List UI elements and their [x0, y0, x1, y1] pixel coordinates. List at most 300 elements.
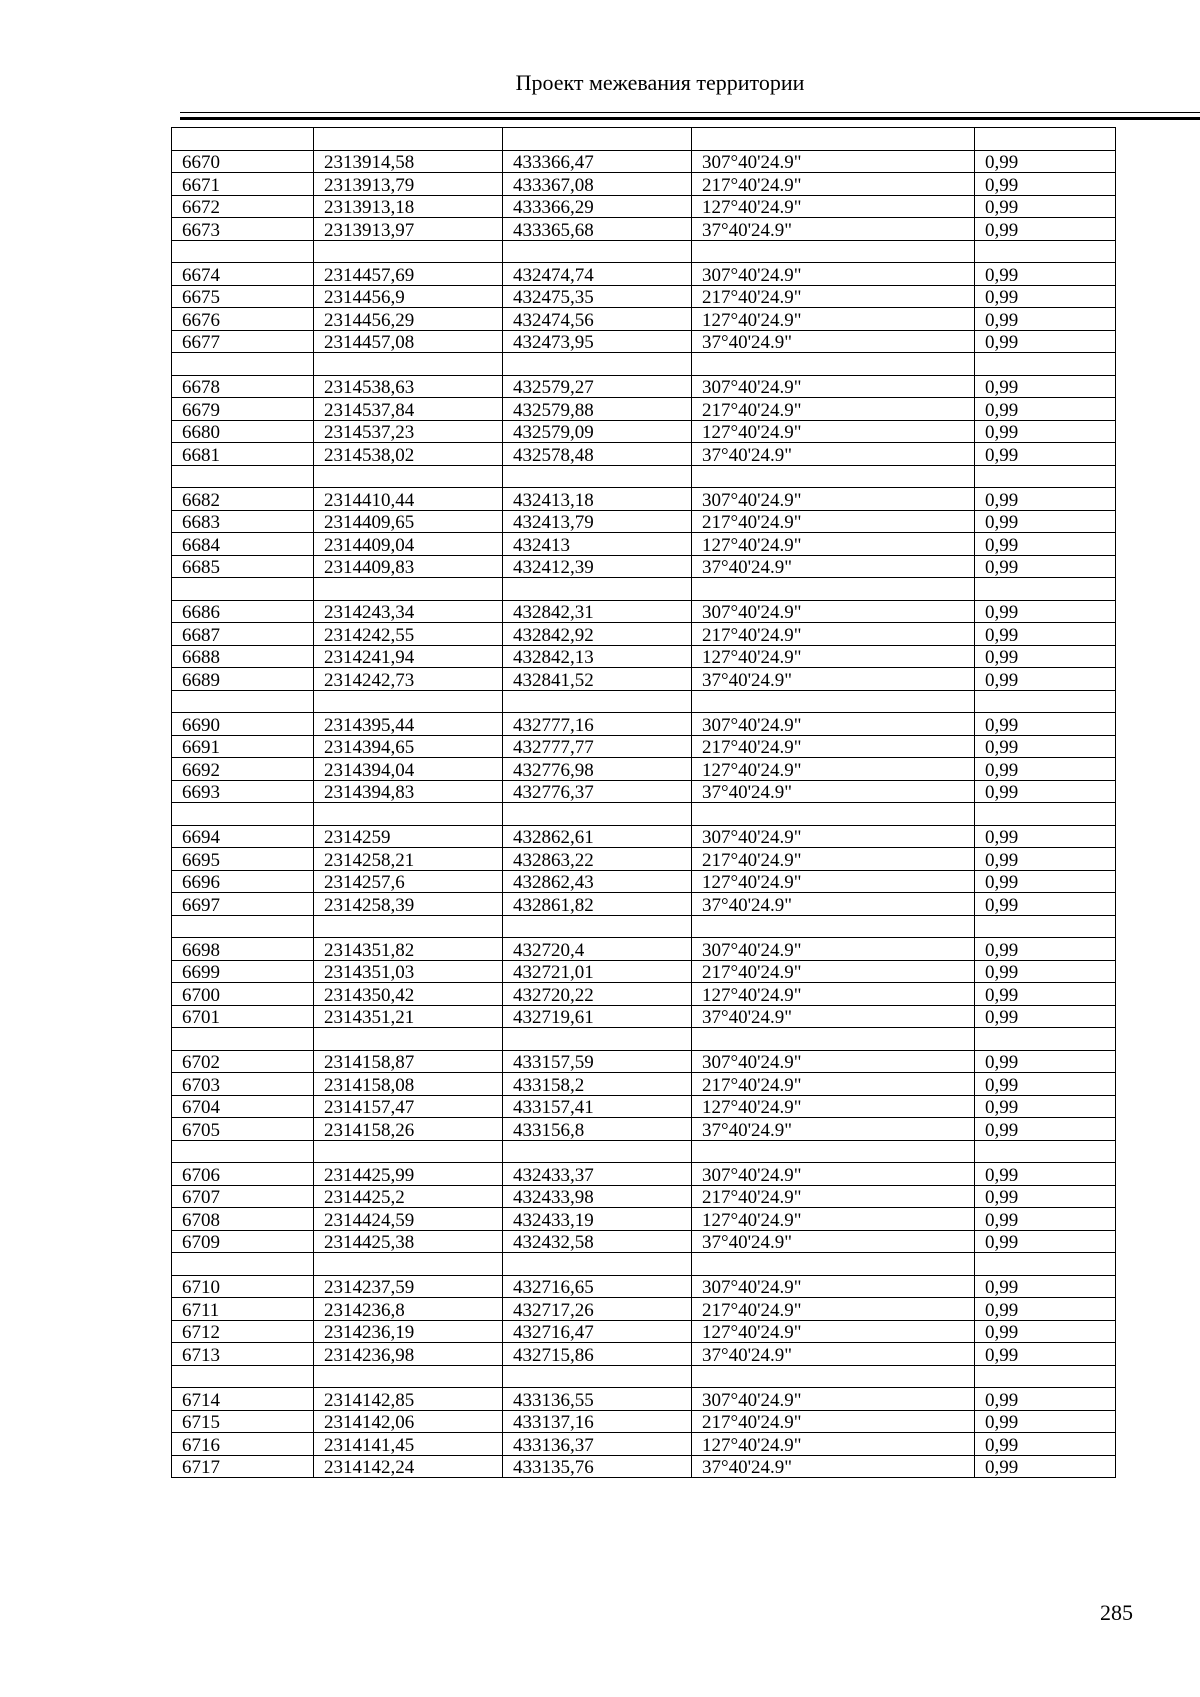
table-row: [172, 893, 1116, 916]
direction-angle-cell: 307°40'24.9": [692, 1275, 975, 1298]
direction-angle-cell: 37°40'24.9": [692, 1230, 975, 1253]
table-row: [172, 983, 1116, 1006]
point-number-cell: 6690: [172, 713, 314, 736]
y-coordinate-cell: 432473,95: [503, 330, 692, 353]
point-number-cell: 6703: [172, 1073, 314, 1096]
y-coordinate-cell: [503, 1028, 692, 1051]
point-number-cell: [172, 803, 314, 826]
distance-cell: 0,99: [975, 735, 1116, 758]
spacer-row: [172, 128, 1116, 151]
y-coordinate-cell: 432777,16: [503, 713, 692, 736]
direction-angle-cell: 307°40'24.9": [692, 263, 975, 286]
table-row: [172, 443, 1116, 466]
distance-cell: 0,99: [975, 375, 1116, 398]
direction-angle-cell: 37°40'24.9": [692, 1455, 975, 1478]
point-number-cell: [172, 690, 314, 713]
y-coordinate-cell: 432413,18: [503, 488, 692, 511]
direction-angle-cell: 217°40'24.9": [692, 848, 975, 871]
point-number-cell: 6702: [172, 1050, 314, 1073]
x-coordinate-cell: [314, 465, 503, 488]
distance-cell: 0,99: [975, 1230, 1116, 1253]
x-coordinate-cell: 2314241,94: [314, 645, 503, 668]
distance-cell: 0,99: [975, 1275, 1116, 1298]
y-coordinate-cell: 432842,92: [503, 623, 692, 646]
table-row: [172, 1298, 1116, 1321]
x-coordinate-cell: 2314158,08: [314, 1073, 503, 1096]
distance-cell: 0,99: [975, 533, 1116, 556]
y-coordinate-cell: 432412,39: [503, 555, 692, 578]
table-row: [172, 825, 1116, 848]
direction-angle-cell: [692, 353, 975, 376]
x-coordinate-cell: 2314395,44: [314, 713, 503, 736]
x-coordinate-cell: 2314538,02: [314, 443, 503, 466]
y-coordinate-cell: 432433,19: [503, 1208, 692, 1231]
point-number-cell: 6698: [172, 938, 314, 961]
table-row: [172, 1410, 1116, 1433]
y-coordinate-cell: 433367,08: [503, 173, 692, 196]
table-row: [172, 398, 1116, 421]
table-row: [172, 1185, 1116, 1208]
distance-cell: 0,99: [975, 645, 1116, 668]
x-coordinate-cell: 2314142,24: [314, 1455, 503, 1478]
point-number-cell: 6672: [172, 195, 314, 218]
table-row: [172, 960, 1116, 983]
table-row: [172, 668, 1116, 691]
distance-cell: 0,99: [975, 1410, 1116, 1433]
y-coordinate-cell: 432474,56: [503, 308, 692, 331]
distance-cell: 0,99: [975, 488, 1116, 511]
point-number-cell: 6706: [172, 1163, 314, 1186]
direction-angle-cell: 217°40'24.9": [692, 1298, 975, 1321]
x-coordinate-cell: 2314394,04: [314, 758, 503, 781]
x-coordinate-cell: 2314457,69: [314, 263, 503, 286]
table-row: [172, 1005, 1116, 1028]
distance-cell: 0,99: [975, 510, 1116, 533]
x-coordinate-cell: 2314425,38: [314, 1230, 503, 1253]
point-number-cell: 6685: [172, 555, 314, 578]
x-coordinate-cell: [314, 1140, 503, 1163]
x-coordinate-cell: [314, 1253, 503, 1276]
table-row: [172, 600, 1116, 623]
point-number-cell: 6678: [172, 375, 314, 398]
x-coordinate-cell: 2314410,44: [314, 488, 503, 511]
distance-cell: 0,99: [975, 173, 1116, 196]
point-number-cell: 6712: [172, 1320, 314, 1343]
direction-angle-cell: [692, 465, 975, 488]
point-number-cell: 6684: [172, 533, 314, 556]
point-number-cell: 6686: [172, 600, 314, 623]
x-coordinate-cell: 2314456,29: [314, 308, 503, 331]
x-coordinate-cell: [314, 240, 503, 263]
distance-cell: 0,99: [975, 1388, 1116, 1411]
x-coordinate-cell: 2314158,26: [314, 1118, 503, 1141]
x-coordinate-cell: 2314424,59: [314, 1208, 503, 1231]
direction-angle-cell: 127°40'24.9": [692, 195, 975, 218]
direction-angle-cell: 217°40'24.9": [692, 285, 975, 308]
y-coordinate-cell: 433135,76: [503, 1455, 692, 1478]
direction-angle-cell: 217°40'24.9": [692, 1185, 975, 1208]
y-coordinate-cell: 433136,55: [503, 1388, 692, 1411]
y-coordinate-cell: [503, 915, 692, 938]
direction-angle-cell: [692, 915, 975, 938]
x-coordinate-cell: 2314456,9: [314, 285, 503, 308]
x-coordinate-cell: 2314142,85: [314, 1388, 503, 1411]
y-coordinate-cell: 432716,65: [503, 1275, 692, 1298]
x-coordinate-cell: 2314236,98: [314, 1343, 503, 1366]
direction-angle-cell: [692, 1140, 975, 1163]
y-coordinate-cell: 433156,8: [503, 1118, 692, 1141]
x-coordinate-cell: 2314409,04: [314, 533, 503, 556]
table-row: [172, 1433, 1116, 1456]
table-row: [172, 1208, 1116, 1231]
direction-angle-cell: 217°40'24.9": [692, 1073, 975, 1096]
distance-cell: 0,99: [975, 713, 1116, 736]
point-number-cell: [172, 915, 314, 938]
direction-angle-cell: [692, 1365, 975, 1388]
point-number-cell: 6682: [172, 488, 314, 511]
table-row: [172, 420, 1116, 443]
direction-angle-cell: 127°40'24.9": [692, 1208, 975, 1231]
x-coordinate-cell: 2314537,23: [314, 420, 503, 443]
distance-cell: 0,99: [975, 893, 1116, 916]
table-row: [172, 623, 1116, 646]
x-coordinate-cell: 2314350,42: [314, 983, 503, 1006]
x-coordinate-cell: 2314457,08: [314, 330, 503, 353]
distance-cell: 0,99: [975, 420, 1116, 443]
x-coordinate-cell: 2314142,06: [314, 1410, 503, 1433]
direction-angle-cell: 307°40'24.9": [692, 488, 975, 511]
y-coordinate-cell: 433157,59: [503, 1050, 692, 1073]
point-number-cell: 6680: [172, 420, 314, 443]
table-row: [172, 713, 1116, 736]
y-coordinate-cell: 432863,22: [503, 848, 692, 871]
distance-cell: 0,99: [975, 1343, 1116, 1366]
y-coordinate-cell: 432475,35: [503, 285, 692, 308]
point-number-cell: [172, 1253, 314, 1276]
direction-angle-cell: 217°40'24.9": [692, 398, 975, 421]
table-row: [172, 1073, 1116, 1096]
x-coordinate-cell: 2313914,58: [314, 150, 503, 173]
x-coordinate-cell: [314, 128, 503, 151]
point-number-cell: 6707: [172, 1185, 314, 1208]
point-number-cell: 6687: [172, 623, 314, 646]
y-coordinate-cell: [503, 1140, 692, 1163]
distance-cell: 0,99: [975, 285, 1116, 308]
x-coordinate-cell: 2314351,21: [314, 1005, 503, 1028]
x-coordinate-cell: 2314236,19: [314, 1320, 503, 1343]
distance-cell: 0,99: [975, 1005, 1116, 1028]
direction-angle-cell: [692, 803, 975, 826]
direction-angle-cell: 217°40'24.9": [692, 510, 975, 533]
point-number-cell: 6696: [172, 870, 314, 893]
table-row: [172, 1163, 1116, 1186]
distance-cell: [975, 578, 1116, 601]
page-number: 285: [1100, 1600, 1133, 1625]
y-coordinate-cell: 433366,47: [503, 150, 692, 173]
distance-cell: 0,99: [975, 1298, 1116, 1321]
table-row: [172, 1320, 1116, 1343]
point-number-cell: 6677: [172, 330, 314, 353]
point-number-cell: 6710: [172, 1275, 314, 1298]
table-row: [172, 780, 1116, 803]
distance-cell: 0,99: [975, 668, 1116, 691]
x-coordinate-cell: 2314351,03: [314, 960, 503, 983]
point-number-cell: [172, 240, 314, 263]
x-coordinate-cell: 2314258,21: [314, 848, 503, 871]
table-row: [172, 555, 1116, 578]
distance-cell: 0,99: [975, 780, 1116, 803]
distance-cell: 0,99: [975, 1163, 1116, 1186]
y-coordinate-cell: 432720,22: [503, 983, 692, 1006]
table-row: [172, 308, 1116, 331]
direction-angle-cell: 37°40'24.9": [692, 1118, 975, 1141]
direction-angle-cell: 307°40'24.9": [692, 150, 975, 173]
table-row: [172, 1230, 1116, 1253]
x-coordinate-cell: 2314242,73: [314, 668, 503, 691]
point-number-cell: 6715: [172, 1410, 314, 1433]
y-coordinate-cell: 432721,01: [503, 960, 692, 983]
x-coordinate-cell: 2313913,79: [314, 173, 503, 196]
y-coordinate-cell: 432720,4: [503, 938, 692, 961]
y-coordinate-cell: 432433,98: [503, 1185, 692, 1208]
spacer-row: [172, 1253, 1116, 1276]
distance-cell: 0,99: [975, 1433, 1116, 1456]
spacer-row: [172, 1140, 1116, 1163]
direction-angle-cell: 127°40'24.9": [692, 758, 975, 781]
spacer-row: [172, 465, 1116, 488]
direction-angle-cell: 217°40'24.9": [692, 1410, 975, 1433]
spacer-row: [172, 578, 1116, 601]
header-rule-thick: [180, 117, 1200, 120]
distance-cell: 0,99: [975, 150, 1116, 173]
direction-angle-cell: 37°40'24.9": [692, 780, 975, 803]
point-number-cell: 6688: [172, 645, 314, 668]
spacer-row: [172, 1365, 1116, 1388]
direction-angle-cell: 217°40'24.9": [692, 960, 975, 983]
point-number-cell: 6704: [172, 1095, 314, 1118]
y-coordinate-cell: [503, 690, 692, 713]
y-coordinate-cell: 432777,77: [503, 735, 692, 758]
point-number-cell: 6671: [172, 173, 314, 196]
x-coordinate-cell: 2314425,2: [314, 1185, 503, 1208]
distance-cell: [975, 353, 1116, 376]
x-coordinate-cell: 2314409,83: [314, 555, 503, 578]
y-coordinate-cell: [503, 578, 692, 601]
distance-cell: [975, 803, 1116, 826]
x-coordinate-cell: 2314157,47: [314, 1095, 503, 1118]
direction-angle-cell: [692, 578, 975, 601]
point-number-cell: [172, 1028, 314, 1051]
distance-cell: 0,99: [975, 555, 1116, 578]
direction-angle-cell: 307°40'24.9": [692, 1163, 975, 1186]
distance-cell: 0,99: [975, 960, 1116, 983]
point-number-cell: 6681: [172, 443, 314, 466]
direction-angle-cell: 37°40'24.9": [692, 555, 975, 578]
point-number-cell: 6714: [172, 1388, 314, 1411]
table-row: [172, 510, 1116, 533]
distance-cell: 0,99: [975, 870, 1116, 893]
y-coordinate-cell: 432578,48: [503, 443, 692, 466]
direction-angle-cell: 307°40'24.9": [692, 713, 975, 736]
direction-angle-cell: 307°40'24.9": [692, 1388, 975, 1411]
distance-cell: 0,99: [975, 758, 1116, 781]
y-coordinate-cell: 433137,16: [503, 1410, 692, 1433]
point-number-cell: 6694: [172, 825, 314, 848]
y-coordinate-cell: 433158,2: [503, 1073, 692, 1096]
x-coordinate-cell: 2313913,18: [314, 195, 503, 218]
point-number-cell: 6675: [172, 285, 314, 308]
distance-cell: [975, 240, 1116, 263]
table-row: [172, 1388, 1116, 1411]
point-number-cell: 6676: [172, 308, 314, 331]
y-coordinate-cell: 433366,29: [503, 195, 692, 218]
direction-angle-cell: 307°40'24.9": [692, 1050, 975, 1073]
y-coordinate-cell: 432862,61: [503, 825, 692, 848]
y-coordinate-cell: 432776,37: [503, 780, 692, 803]
point-number-cell: 6679: [172, 398, 314, 421]
direction-angle-cell: [692, 1253, 975, 1276]
point-number-cell: 6711: [172, 1298, 314, 1321]
x-coordinate-cell: 2314425,99: [314, 1163, 503, 1186]
distance-cell: [975, 1365, 1116, 1388]
direction-angle-cell: 127°40'24.9": [692, 870, 975, 893]
distance-cell: [975, 690, 1116, 713]
header-rule-thin: [180, 112, 1200, 113]
table-row: [172, 533, 1116, 556]
table-row: [172, 285, 1116, 308]
x-coordinate-cell: 2313913,97: [314, 218, 503, 241]
distance-cell: 0,99: [975, 1073, 1116, 1096]
spacer-row: [172, 240, 1116, 263]
distance-cell: 0,99: [975, 443, 1116, 466]
point-number-cell: 6716: [172, 1433, 314, 1456]
direction-angle-cell: 307°40'24.9": [692, 938, 975, 961]
x-coordinate-cell: 2314236,8: [314, 1298, 503, 1321]
point-number-cell: 6670: [172, 150, 314, 173]
y-coordinate-cell: 432719,61: [503, 1005, 692, 1028]
point-number-cell: 6697: [172, 893, 314, 916]
direction-angle-cell: 217°40'24.9": [692, 173, 975, 196]
point-number-cell: 6701: [172, 1005, 314, 1028]
table-row: [172, 330, 1116, 353]
y-coordinate-cell: 432579,09: [503, 420, 692, 443]
distance-cell: 0,99: [975, 623, 1116, 646]
direction-angle-cell: 37°40'24.9": [692, 330, 975, 353]
y-coordinate-cell: [503, 1365, 692, 1388]
direction-angle-cell: 127°40'24.9": [692, 533, 975, 556]
point-number-cell: 6705: [172, 1118, 314, 1141]
x-coordinate-cell: [314, 1365, 503, 1388]
distance-cell: 0,99: [975, 1208, 1116, 1231]
point-number-cell: [172, 465, 314, 488]
spacer-row: [172, 353, 1116, 376]
point-number-cell: 6699: [172, 960, 314, 983]
table-row: [172, 1095, 1116, 1118]
y-coordinate-cell: 432842,13: [503, 645, 692, 668]
point-number-cell: 6689: [172, 668, 314, 691]
point-number-cell: [172, 128, 314, 151]
point-number-cell: 6683: [172, 510, 314, 533]
point-number-cell: [172, 1365, 314, 1388]
point-number-cell: 6693: [172, 780, 314, 803]
table-row: [172, 173, 1116, 196]
direction-angle-cell: 37°40'24.9": [692, 443, 975, 466]
direction-angle-cell: 127°40'24.9": [692, 645, 975, 668]
direction-angle-cell: 37°40'24.9": [692, 893, 975, 916]
table-row: [172, 645, 1116, 668]
distance-cell: 0,99: [975, 263, 1116, 286]
distance-cell: [975, 915, 1116, 938]
coordinates-table: [171, 127, 1116, 1478]
distance-cell: 0,99: [975, 938, 1116, 961]
x-coordinate-cell: 2314242,55: [314, 623, 503, 646]
point-number-cell: 6673: [172, 218, 314, 241]
spacer-row: [172, 915, 1116, 938]
y-coordinate-cell: 432474,74: [503, 263, 692, 286]
distance-cell: 0,99: [975, 1118, 1116, 1141]
distance-cell: 0,99: [975, 1050, 1116, 1073]
direction-angle-cell: 37°40'24.9": [692, 218, 975, 241]
table-row: [172, 870, 1116, 893]
y-coordinate-cell: 433365,68: [503, 218, 692, 241]
table-row: [172, 1050, 1116, 1073]
point-number-cell: 6717: [172, 1455, 314, 1478]
direction-angle-cell: 127°40'24.9": [692, 983, 975, 1006]
distance-cell: 0,99: [975, 1095, 1116, 1118]
point-number-cell: 6692: [172, 758, 314, 781]
point-number-cell: 6713: [172, 1343, 314, 1366]
point-number-cell: 6674: [172, 263, 314, 286]
point-number-cell: 6700: [172, 983, 314, 1006]
direction-angle-cell: 127°40'24.9": [692, 308, 975, 331]
direction-angle-cell: 217°40'24.9": [692, 735, 975, 758]
spacer-row: [172, 690, 1116, 713]
y-coordinate-cell: 432413: [503, 533, 692, 556]
point-number-cell: [172, 353, 314, 376]
table-row: [172, 938, 1116, 961]
x-coordinate-cell: [314, 578, 503, 601]
table-row: [172, 195, 1116, 218]
y-coordinate-cell: 432716,47: [503, 1320, 692, 1343]
x-coordinate-cell: [314, 803, 503, 826]
point-number-cell: 6695: [172, 848, 314, 871]
y-coordinate-cell: [503, 803, 692, 826]
distance-cell: 0,99: [975, 848, 1116, 871]
table-row: [172, 735, 1116, 758]
y-coordinate-cell: 432432,58: [503, 1230, 692, 1253]
direction-angle-cell: 307°40'24.9": [692, 375, 975, 398]
distance-cell: [975, 1028, 1116, 1051]
distance-cell: 0,99: [975, 330, 1116, 353]
direction-angle-cell: 307°40'24.9": [692, 825, 975, 848]
x-coordinate-cell: [314, 353, 503, 376]
y-coordinate-cell: 432841,52: [503, 668, 692, 691]
table-row: [172, 1118, 1116, 1141]
x-coordinate-cell: 2314259: [314, 825, 503, 848]
point-number-cell: 6709: [172, 1230, 314, 1253]
x-coordinate-cell: 2314394,83: [314, 780, 503, 803]
x-coordinate-cell: [314, 690, 503, 713]
direction-angle-cell: 127°40'24.9": [692, 1320, 975, 1343]
distance-cell: 0,99: [975, 825, 1116, 848]
distance-cell: 0,99: [975, 983, 1116, 1006]
spacer-row: [172, 1028, 1116, 1051]
x-coordinate-cell: [314, 1028, 503, 1051]
y-coordinate-cell: 432579,88: [503, 398, 692, 421]
y-coordinate-cell: [503, 128, 692, 151]
direction-angle-cell: 127°40'24.9": [692, 1095, 975, 1118]
x-coordinate-cell: 2314257,6: [314, 870, 503, 893]
